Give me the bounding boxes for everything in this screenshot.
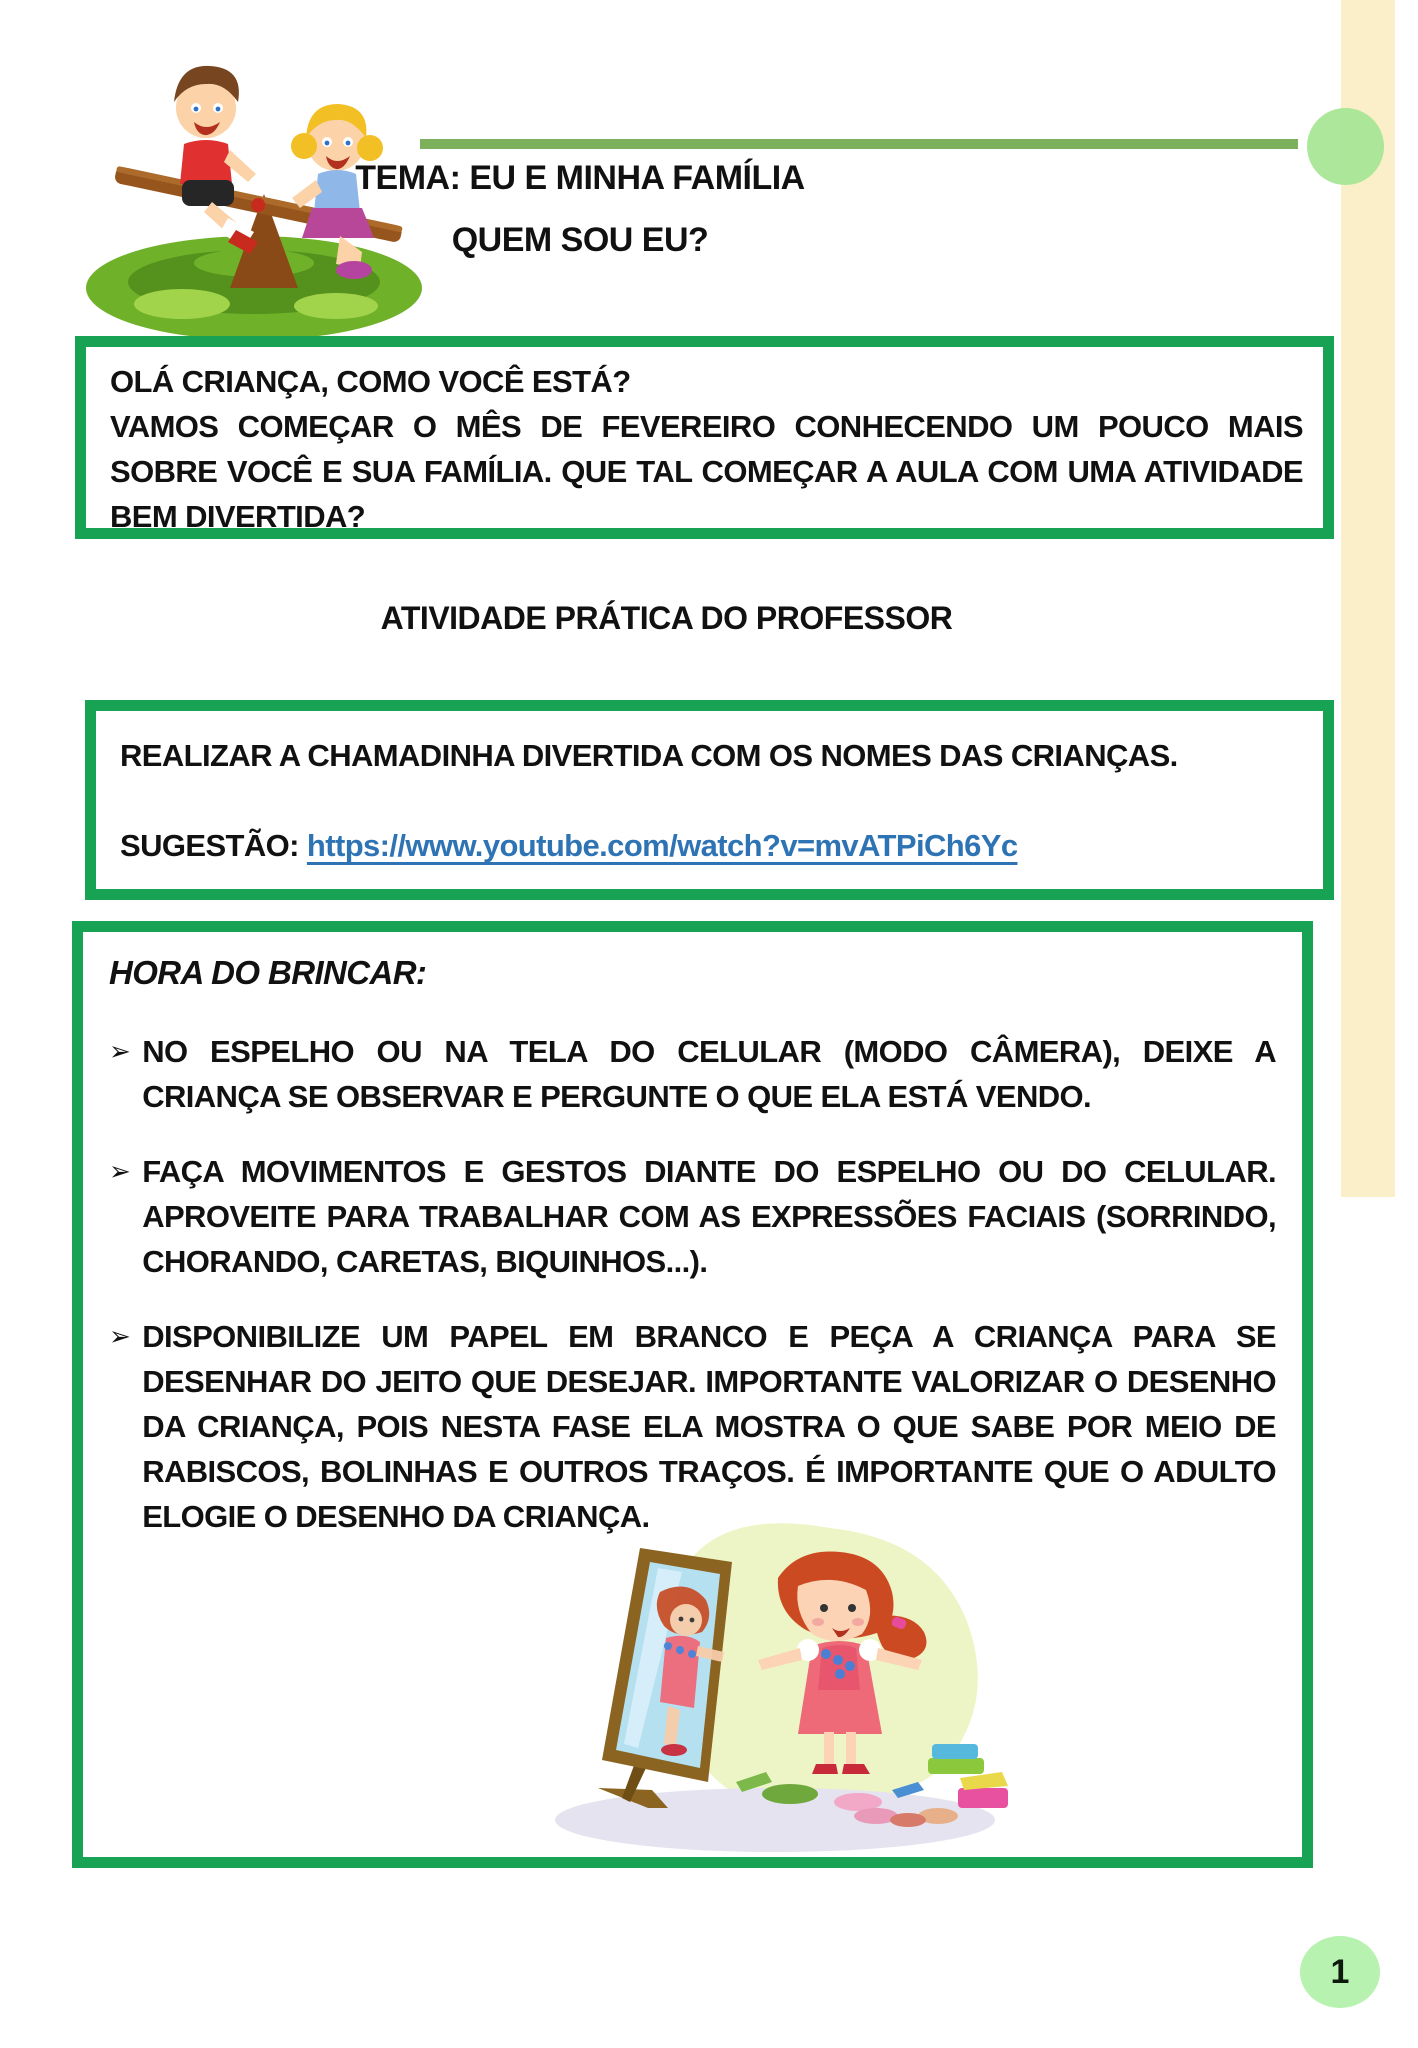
- suggestion-line: [120, 823, 1303, 868]
- arrow-bullet-icon: ➢: [109, 1321, 131, 1351]
- list-item: [109, 1314, 1276, 1539]
- page-subtitle: QUEM SOU EU?: [451, 221, 709, 259]
- section-heading: ATIVIDADE PRÁTICA DO PROFESSOR: [380, 600, 953, 636]
- arrow-bullet-icon: ➢: [109, 1156, 131, 1186]
- header-accent-circle: [1307, 108, 1384, 185]
- bullet-text: NO ESPELHO OU NA TELA DO CELULAR (MODO CÂMERA), DEIXE A CRIANÇA SE OBSERVAR E PERGUNTE O QUE ELA ESTÁ VENDO.: [142, 1034, 1276, 1114]
- arrow-bullet-icon: ➢: [109, 1036, 131, 1066]
- intro-greeting: OLÁ CRIANÇA, COMO VOCÊ ESTÁ?: [110, 364, 631, 399]
- list-item: [109, 1149, 1276, 1284]
- header-titles: [280, 160, 880, 258]
- page-number-badge: [1300, 1936, 1380, 2008]
- mirror-illustration-svg: [540, 1520, 1010, 1870]
- intro-box: [75, 336, 1334, 539]
- youtube-link[interactable]: https://www.youtube.com/watch?v=mvATPiCh6Yc: [306, 828, 1018, 863]
- boy-figure: [174, 66, 258, 254]
- girl-mirror-illustration: [540, 1520, 1010, 1870]
- intro-body: VAMOS COMEÇAR O MÊS DE FEVEREIRO CONHECENDO UM POUCO MAIS SOBRE VOCÊ E SUA FAMÍLIA. QUE TAL COMEÇAR A AULA COM UMA ATIVIDADE BEM DIVERTIDA?: [110, 409, 1303, 534]
- play-box-heading: HORA DO BRINCAR:: [109, 954, 427, 991]
- teacher-activity-box: [85, 700, 1334, 900]
- page-number: 1: [1330, 1952, 1350, 1991]
- page-title: TEMA: EU E MINHA FAMÍLIA: [355, 159, 805, 197]
- header-accent-line: [420, 139, 1298, 149]
- suggestion-label: SUGESTÃO:: [120, 828, 299, 863]
- bullet-text: FAÇA MOVIMENTOS E GESTOS DIANTE DO ESPELHO OU DO CELULAR. APROVEITE PARA TRABALHAR COM AS EXPRESSÕES FACIAIS (SORRINDO, CHORANDO, CARETAS, BIQUINHOS...).: [142, 1154, 1276, 1279]
- activity-instruction: REALIZAR A CHAMADINHA DIVERTIDA COM OS NOMES DAS CRIANÇAS.: [120, 738, 1178, 773]
- bullet-text: DISPONIBILIZE UM PAPEL EM BRANCO E PEÇA A CRIANÇA PARA SE DESENHAR DO JEITO QUE DESEJAR. IMPORTANTE VALORIZAR O DESENHO DA CRIANÇA, POIS NESTA FASE ELA MOSTRA O QUE SABE POR MEIO DE RABISCOS, BOLINHAS E OUTROS TRAÇOS. É IMPORTANTE QUE O ADULTO ELOGIE O DESENHO DA CRIANÇA.: [142, 1319, 1276, 1534]
- list-item: [109, 1029, 1276, 1119]
